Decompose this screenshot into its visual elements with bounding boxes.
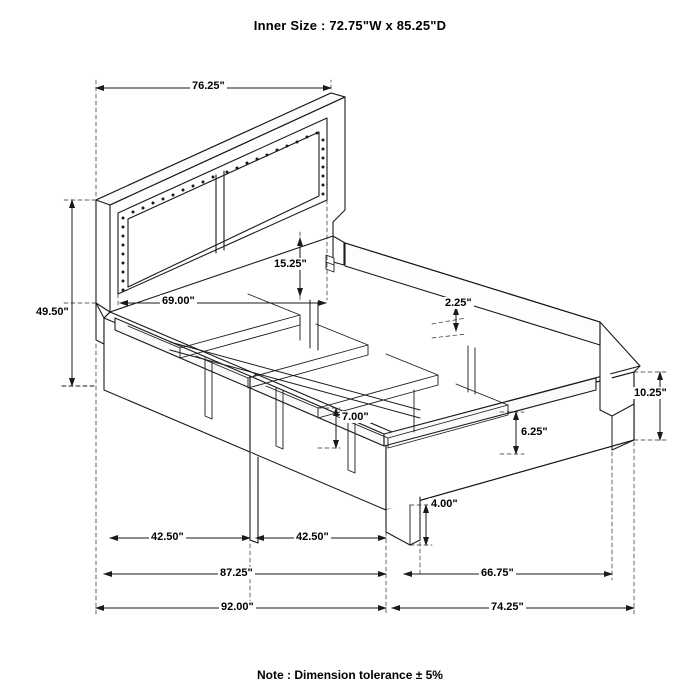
- dim-label-depth-side: 66.75": [481, 567, 514, 579]
- dim-label-deck-height: 6.25": [521, 426, 548, 438]
- page-title: Inner Size : 72.75"W x 85.25"D: [253, 18, 447, 33]
- dim-label-rail-thickness: 2.25": [445, 297, 472, 309]
- dim-label-width-top: 76.25": [192, 80, 225, 92]
- dim-label-overall-depth: 92.00": [221, 601, 254, 613]
- dim-label-overall-width: 74.25": [491, 601, 524, 613]
- dim-label-headboard-height-overall: 49.50": [36, 306, 69, 318]
- dim-label-leg-height: 4.00": [431, 498, 458, 510]
- dim-label-depth-upper: 87.25": [220, 567, 253, 579]
- tolerance-note: Note : Dimension tolerance ± 5%: [257, 668, 443, 682]
- dim-label-segment-left: 42.50": [151, 531, 184, 543]
- dim-label-segment-right: 42.50": [296, 531, 329, 543]
- dim-label-side-rail-height: 10.25": [634, 387, 667, 399]
- dim-label-slat-clearance: 7.00": [342, 411, 369, 423]
- dim-label-inner-width: 69.00": [162, 295, 195, 307]
- dim-label-headboard-panel-height: 15.25": [274, 258, 307, 270]
